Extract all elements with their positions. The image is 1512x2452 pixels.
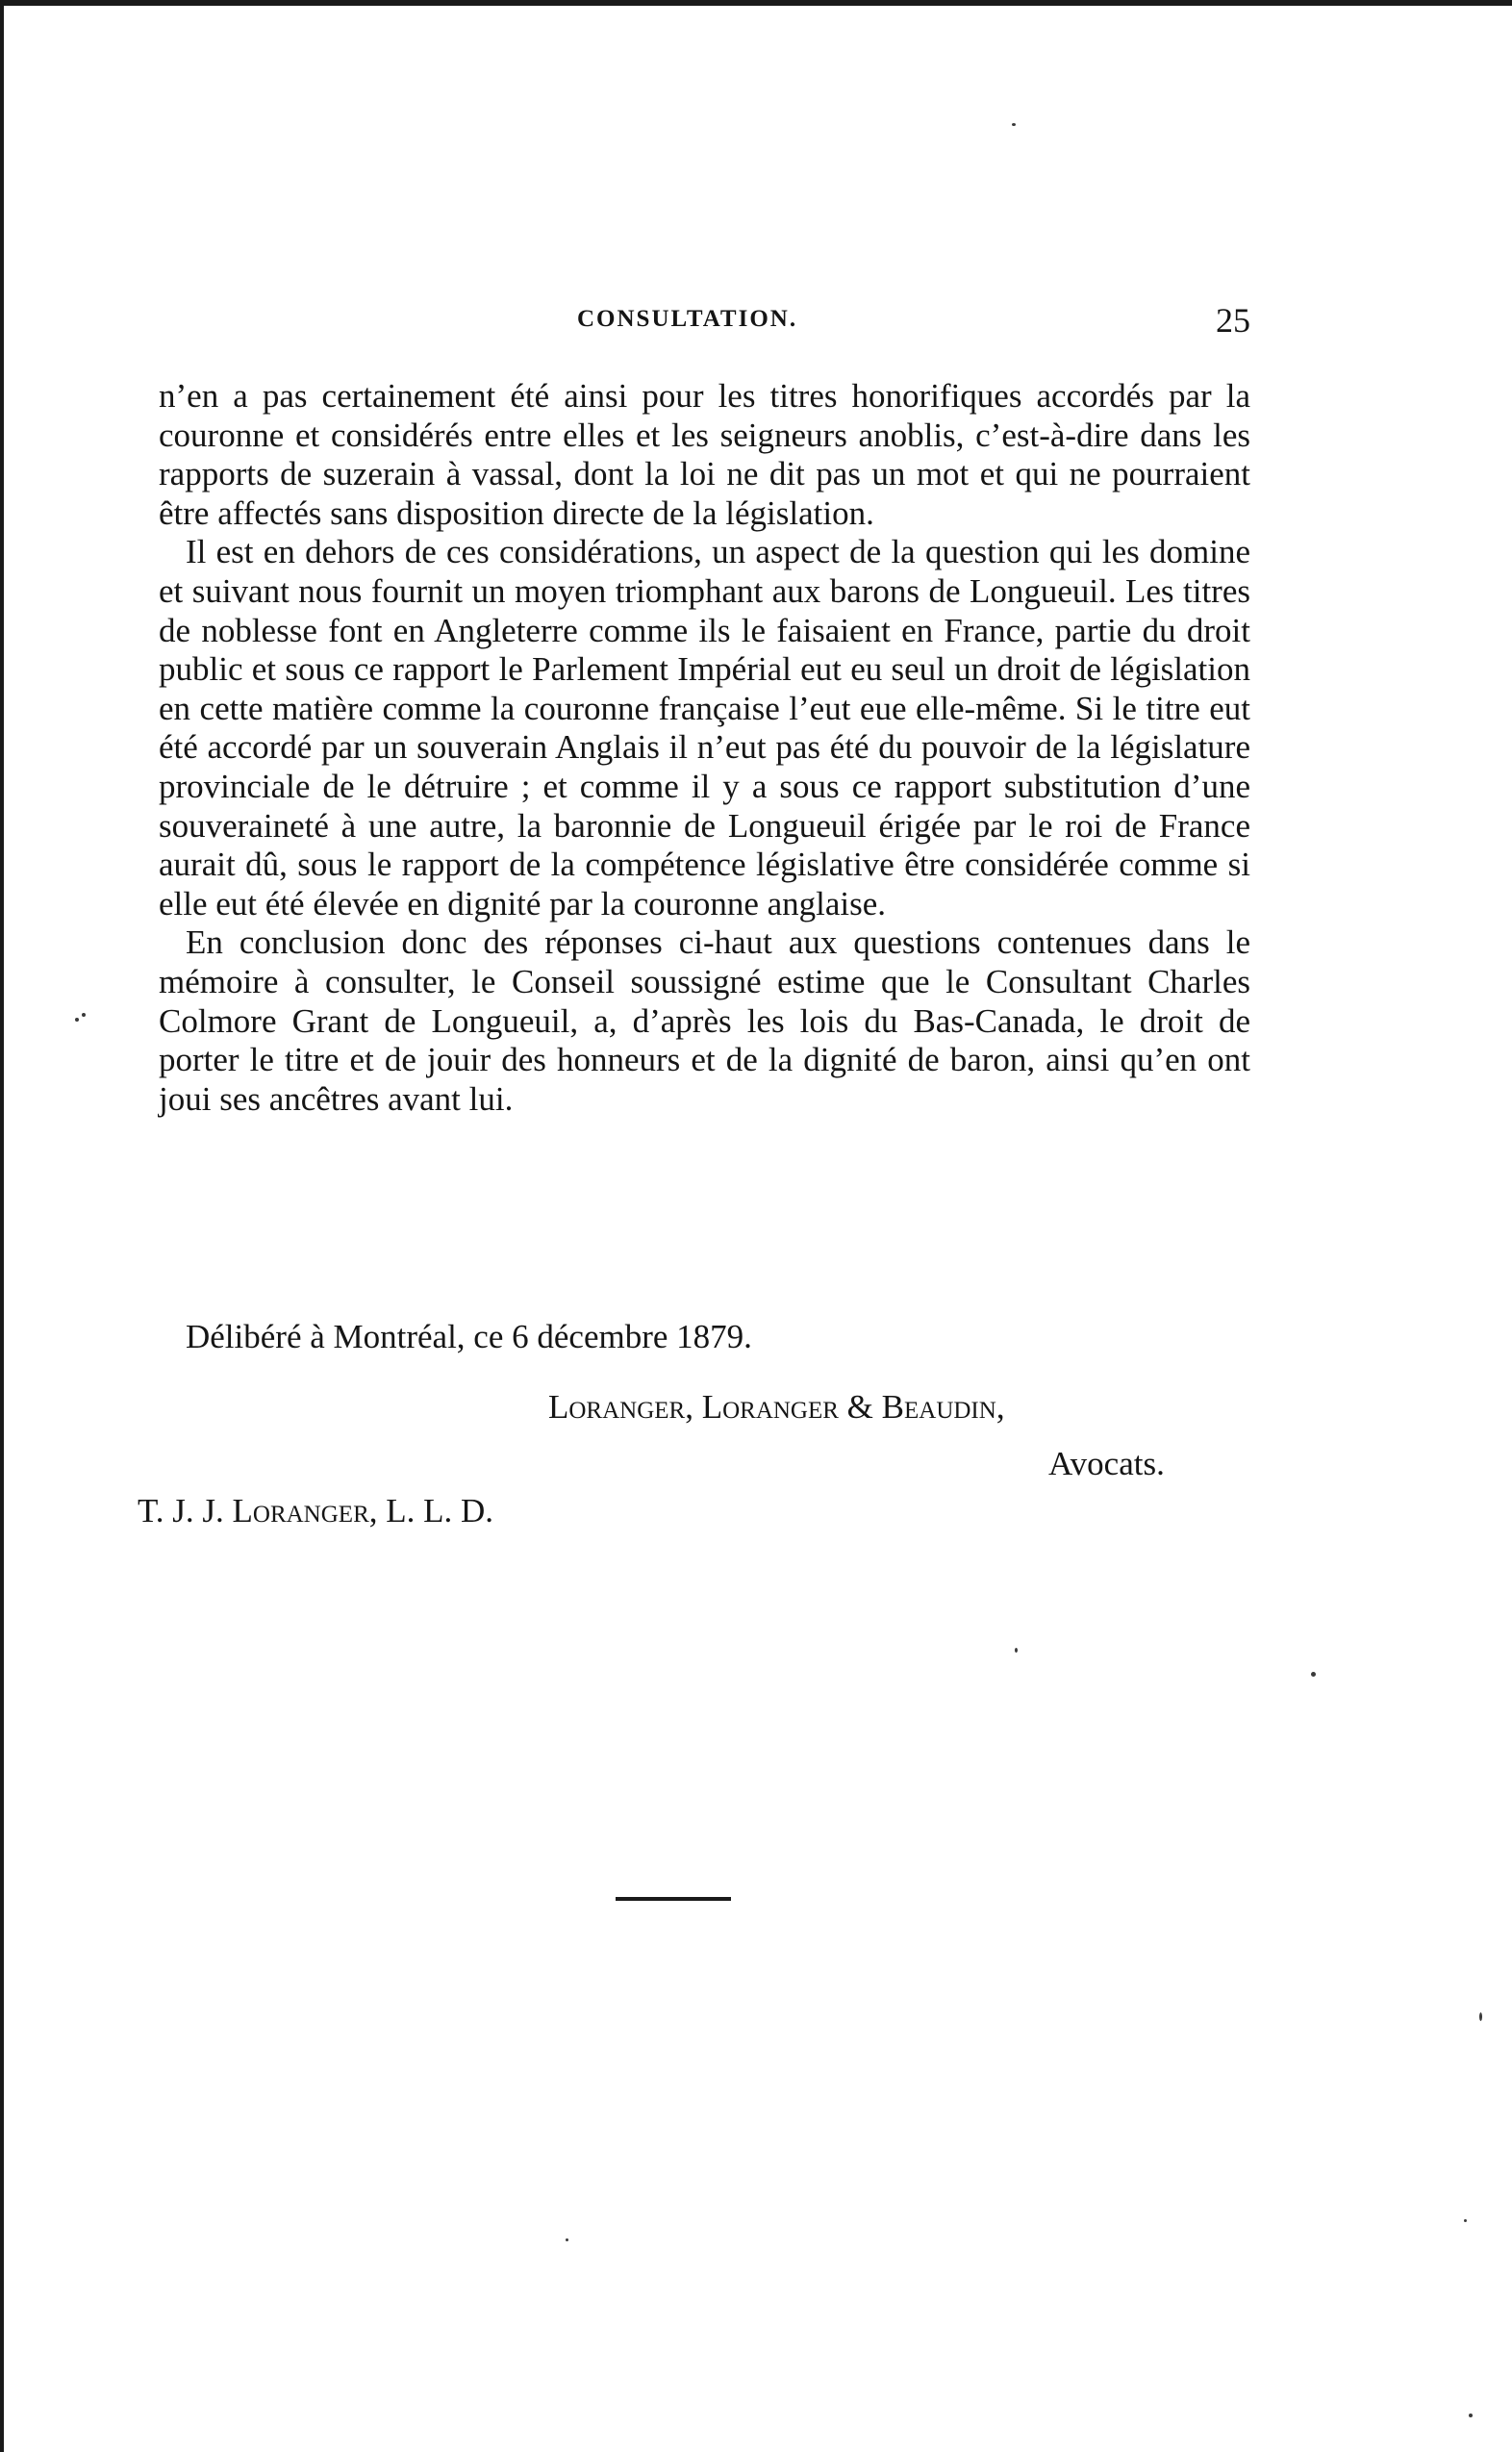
dateline: Délibéré à Montréal, ce 6 décembre 1879. — [186, 1318, 752, 1355]
scan-speck — [1015, 1648, 1018, 1653]
scan-speck — [566, 2238, 568, 2241]
body-text — [159, 377, 1250, 1119]
closing-rule — [616, 1897, 731, 1901]
paragraph-argument: Il est en dehors de ces considérations, un aspect de la question qui les domine et suivant nous fournit un moyen triomphant aux barons de Longueuil. Les titres de noblesse font en Angleterre comme ils le faisaient en France, partie du droit public et sous ce rapport le Parlement Impérial eut eu seul un droit de législation en cette matière comme la couronne française l’eut eue elle-même. Si le titre eut été accordé par un souverain Anglais il n’eut pas été du pouvoir de la législature provinciale de le détruire ; et comme il y a sous ce rapport substitution d’une souveraineté à une autre, la baronnie de Longueuil érigée par le roi de France aurait dû, sous le rapport de la compétence législative être considérée comme si elle eut été élevée en dignité par la couronne anglaise. — [159, 533, 1250, 923]
scan-edge-top — [0, 0, 1512, 6]
signer-name: T. J. J. Loranger, L. L. D. — [138, 1492, 494, 1529]
scan-speck — [82, 1013, 86, 1017]
scan-speck — [1469, 2414, 1473, 2417]
scan-speck — [75, 1018, 79, 1022]
firm-signature: Loranger, Loranger & Beaudin, — [548, 1388, 1005, 1426]
scan-edge-left — [0, 0, 4, 2452]
paragraph-continued: n’en a pas certainement été ainsi pour les titres honorifiques accordés par la couronne et considérés entre elles et les seigneurs anoblis, c’est-à-dire dans les rapports de suzerain à vassal, dont la loi ne dit pas un mot et qui ne pourraient être affectés sans disposition directe de la législation. — [159, 377, 1250, 532]
running-title: CONSULTATION. — [577, 306, 798, 332]
scan-speck — [1479, 2012, 1482, 2021]
running-head — [159, 300, 1250, 348]
page-number: 25 — [1216, 301, 1250, 340]
scan-speck — [1012, 123, 1016, 126]
scan-speck — [1464, 2219, 1467, 2222]
paragraph-conclusion: En conclusion donc des réponses ci-haut aux questions contenues dans le mémoire à consulter, le Conseil soussigné estime que le Consultant Charles Colmore Grant de Longueuil, a, d’après les lois du Bas-Canada, le droit de porter le titre et de jouir des honneurs et de la dignité de baron, ainsi qu’en ont joui ses ancêtres avant lui. — [159, 923, 1250, 1118]
firm-role: Avocats. — [1048, 1445, 1165, 1482]
scan-speck — [1311, 1672, 1316, 1677]
